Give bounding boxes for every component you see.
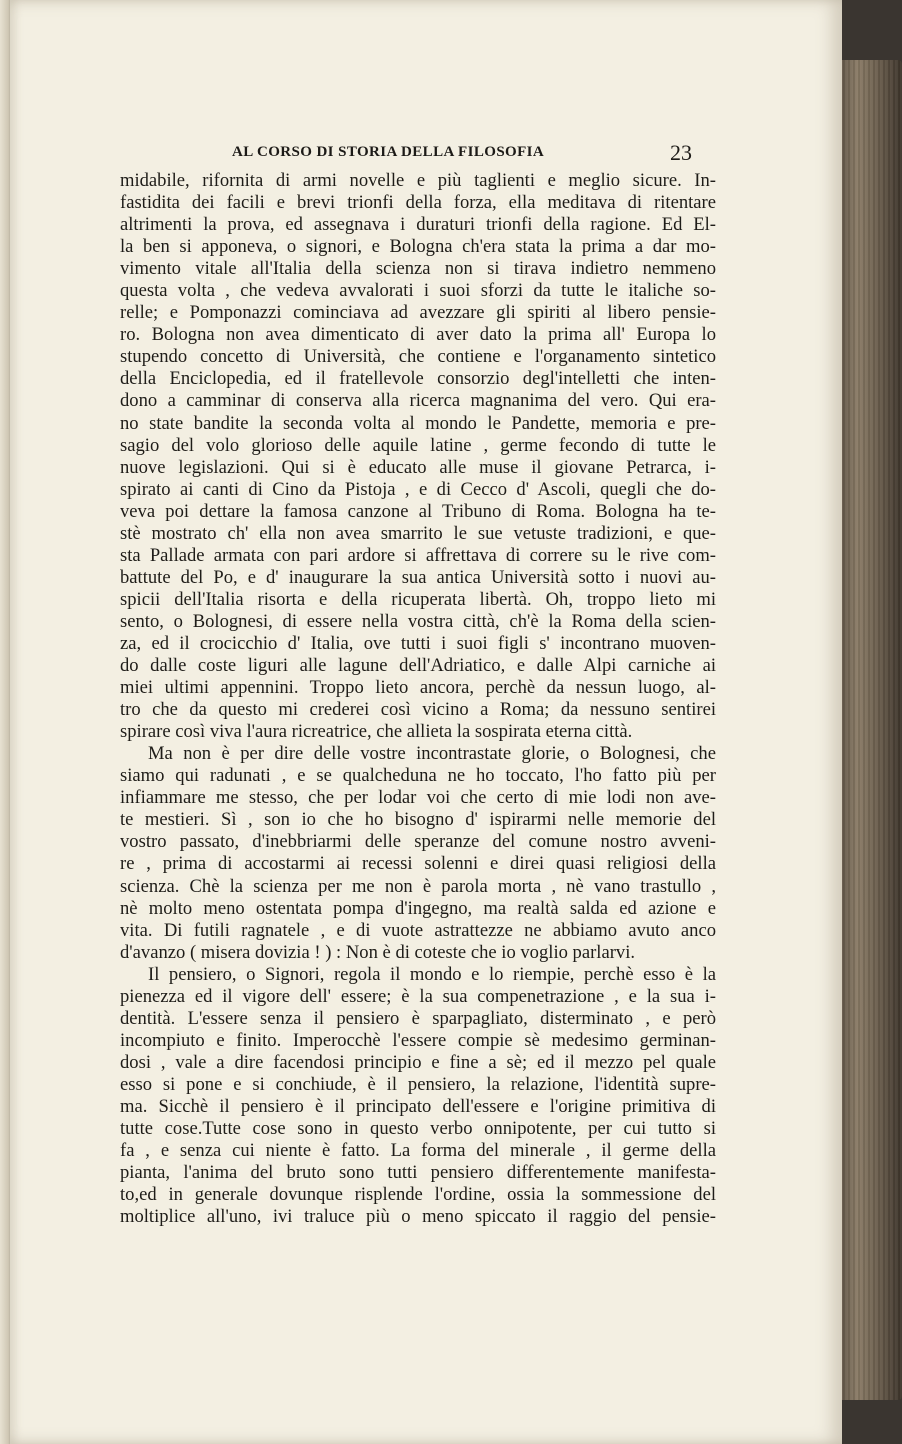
text-line: sento, o Bolognesi, di essere nella vostra città, ch'è la Roma della scien- <box>120 610 716 632</box>
text-line: battute del Po, e d' inaugurare la sua antica Università sotto i nuovi au- <box>120 566 716 588</box>
text-line: stupendo concetto di Università, che contiene e l'organamento sintetico <box>120 346 716 368</box>
text-line: do dalle coste liguri alle lagune dell'Adriatico, e dalle Alpi carniche ai <box>120 655 716 677</box>
text-line: dosi , vale a dire facendosi principio e fine a sè; ed il mezzo pel quale <box>120 1051 716 1073</box>
text-line: siamo qui radunati , e se qualcheduna ne ho toccato, l'ho fatto più per <box>120 765 716 787</box>
text-line: vimento vitale all'Italia della scienza non si tirava indietro nemmeno <box>120 258 716 280</box>
text-line: te mestieri. Sì , son io che ho bisogno d' ispirarmi nelle memorie del <box>120 809 716 831</box>
text-line: pianta, l'anima del bruto sono tutti pensiero differentemente manifesta- <box>120 1162 716 1184</box>
text-line: Ma non è per dire delle vostre incontrastate glorie, o Bolognesi, che <box>148 743 716 765</box>
text-line: veva poi dettare la famosa canzone al Tribuno di Roma. Bologna ha te- <box>120 500 716 522</box>
text-line: za, ed il crocicchio d' Italia, ove tutti i suoi figli s' incontrano muoven- <box>120 632 716 654</box>
body-text <box>120 170 716 1228</box>
text-line: no state bandite la seconda volta al mondo le Pandette, memoria e pre- <box>120 412 716 434</box>
text-line: re , prima di accostarmi ai recessi solenni e direi quasi religiosi della <box>120 853 716 875</box>
text-line: midabile, rifornita di armi novelle e più taglienti e meglio sicure. In- <box>120 170 716 191</box>
text-line: Il pensiero, o Signori, regola il mondo e lo riempie, perchè esso è la <box>148 963 716 985</box>
text-line: dentità. L'essere senza il pensiero è sparpagliato, disterminato , e però <box>120 1007 716 1029</box>
text-line: d'avanzo ( misera dovizia ! ) : Non è di coteste che io voglio parlarvi. <box>120 941 636 963</box>
text-line: to,ed in generale dovunque risplende l'ordine, ossia la sommessione del <box>120 1184 716 1206</box>
text-line: esso si pone e si conchiude, è il pensiero, la relazione, l'identità supre- <box>120 1073 716 1095</box>
text-line: infiammare me stesso, che per lodar voi che certo di mie lodi non ave- <box>120 787 716 809</box>
page-header <box>232 140 692 164</box>
text-line: questa volta , che vedeva avvalorati i suoi sforzi da tutte le italiche so- <box>120 280 716 302</box>
page-number: 23 <box>670 140 692 165</box>
text-line: sagio del volo glorioso delle aquile latine , germe fecondo di tutte le <box>120 434 716 456</box>
text-line: tro che da questo mi crederei così vicino a Roma; da nessuno sentirei <box>120 699 716 721</box>
text-line: vita. Di futili ragnatele , e di vuote astrattezze ne abbiamo avuto anco <box>120 919 716 941</box>
running-title: AL CORSO DI STORIA DELLA FILOSOFIA <box>232 144 545 160</box>
text-line: nuove legislazioni. Qui si è educato alle muse il giovane Petrarca, i- <box>120 456 716 478</box>
text-line: fa , e senza cui niente è fatto. La forma del minerale , il germe della <box>120 1140 716 1162</box>
text-line: fastidita dei facili e brevi trionfi della forza, ella meditava di ritentare <box>120 192 716 214</box>
text-line: vostro passato, d'inebbriarmi delle speranze del comune nostro avveni- <box>120 831 716 853</box>
text-line: scienza. Chè la scienza per me non è parola morta , nè vano trastullo , <box>120 875 716 897</box>
book-page <box>10 0 842 1444</box>
text-line: miei ultimi appennini. Troppo lieto ancora, perchè da nessun luogo, al- <box>120 677 716 699</box>
text-line: nè molto meno ostentata pompa d'ingegno, ma realtà salda ed azione e <box>120 897 716 919</box>
text-line: pienezza ed il vigore dell' essere; è la sua compenetrazione , e la sua i- <box>120 985 716 1007</box>
text-line: la ben si apponeva, o signori, e Bologna ch'era stata la prima a dar mo- <box>120 236 716 258</box>
text-line: spicii dell'Italia risorta e della ricuperata libertà. Oh, troppo lieto mi <box>120 588 716 610</box>
text-line: sta Pallade armata con pari ardore si affrettava di correre su le rive com- <box>120 544 716 566</box>
text-line: relle; e Pomponazzi cominciava ad avezzare gli spiriti al libero pensie- <box>120 302 716 324</box>
text-line: spirare così viva l'aura ricreatrice, che allieta la sospirata eterna città. <box>120 721 633 743</box>
text-line: tutte cose.Tutte cose sono in questo verbo onnipotente, per cui tutto si <box>120 1118 716 1140</box>
text-line: incompiuto e finito. Imperocchè l'essere compie sè medesimo germinan- <box>120 1029 716 1051</box>
text-line: della Enciclopedia, ed il fratellevole consorzio degl'intelletti che inten- <box>120 368 716 390</box>
text-line: spirato ai canti di Cino da Pistoja , e di Cecco d' Ascoli, quegli che do- <box>120 478 716 500</box>
text-line: stè mostrato ch' ella non avea smarrito le sue vetuste tradizioni, e que- <box>120 522 716 544</box>
text-line: ro. Bologna non avea dimenticato di aver dato la prima all' Europa lo <box>120 324 716 346</box>
text-line: ma. Sicchè il pensiero è il principato dell'essere e l'origine primitiva di <box>120 1095 716 1117</box>
book-spine <box>838 60 902 1400</box>
text-line: altrimenti la prova, ed assegnava i duraturi trionfi della ragione. Ed El- <box>120 214 716 236</box>
text-line: dono a camminar di conserva alla ricerca magnanima del vero. Qui era- <box>120 390 716 412</box>
text-line: moltiplice all'uno, ivi traluce più o meno spiccato il raggio del pensie- <box>120 1206 716 1228</box>
